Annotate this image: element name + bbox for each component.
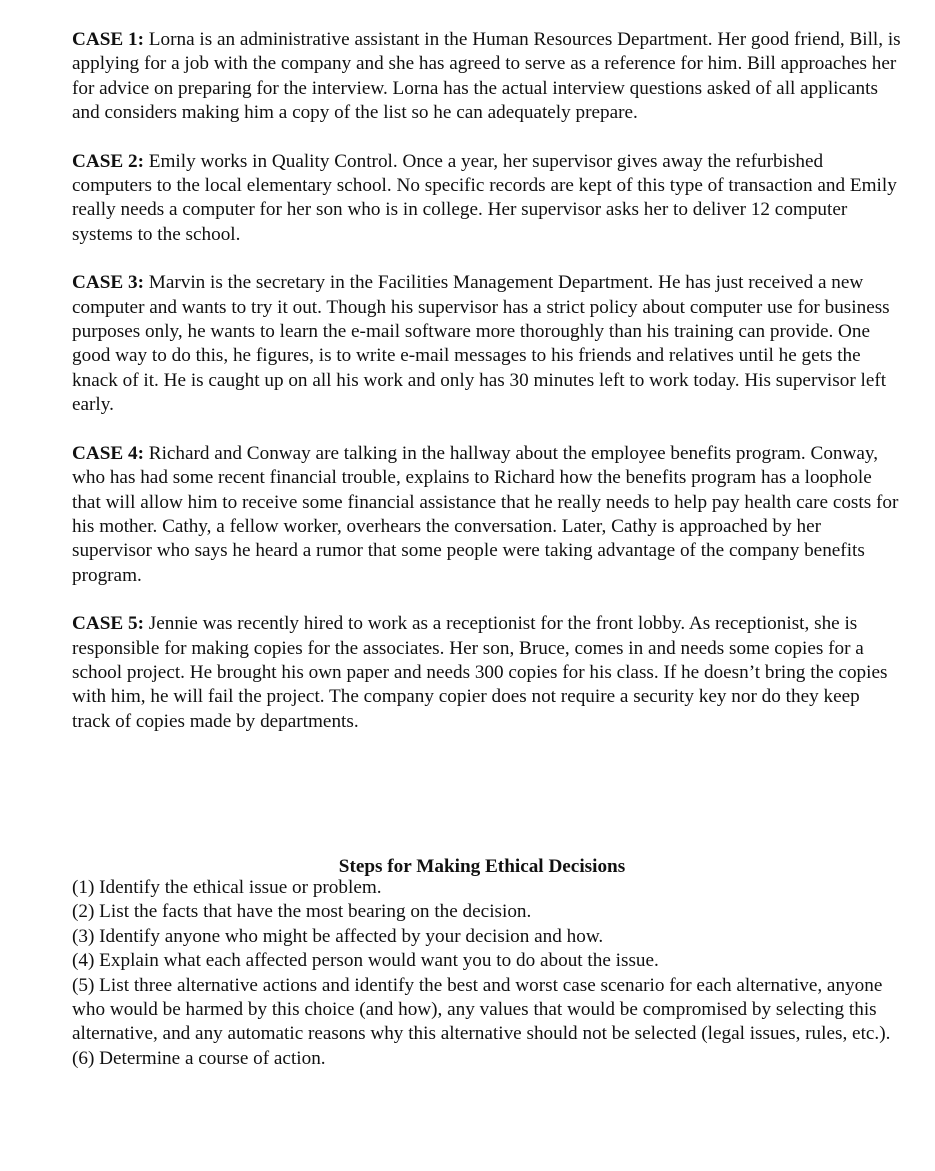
step-item-3: (3) Identify anyone who might be affected by your decision and how. <box>72 925 604 947</box>
case-2-text: Emily works in Quality Control. Once a year, her supervisor gives away the refurbished computers to the local elementary school. No specific records are kept of this type of transaction and Emily really needs a computer for her son who is in college. Her supervisor asks her to deliver 12 computer systems to the school. <box>72 150 897 245</box>
case-4-label: CASE 4: <box>72 442 144 464</box>
document-page <box>72 28 902 877</box>
case-4-paragraph <box>72 442 902 588</box>
steps-heading: Steps for Making Ethical Decisions <box>338 856 626 877</box>
steps-list <box>72 876 902 1071</box>
case-1-paragraph <box>72 28 902 126</box>
step-item-2: (2) List the facts that have the most bearing on the decision. <box>72 901 532 923</box>
case-3-label: CASE 3: <box>72 272 144 294</box>
case-4-text: Richard and Conway are talking in the hallway about the employee benefits program. Conway, who has had some recent financial trouble, explains to Richard how the benefits program has a loophole that will allow him to receive some financial assistance that he really needs to help pay health care costs for his mother. Cathy, a fellow worker, overhears the conversation. Later, Cathy is approached by her supervisor who says he heard a rumor that some people were taking advantage of the company benefits program. <box>72 442 899 586</box>
step-item-1: (1) Identify the ethical issue or problem. <box>72 877 382 898</box>
step-item-4: (4) Explain what each affected person would want you to do about the issue. <box>72 950 659 972</box>
step-item-5: (5) List three alternative actions and identify the best and worst case scenario for each alternative, anyone who would be harmed by this choice (and how), any values that would be compromised by selecting this alternative, and any automatic reasons why this alternative should not be selected (legal issues, rules, etc.). <box>72 974 891 1045</box>
case-5-text: Jennie was recently hired to work as a receptionist for the front lobby. As receptionist, she is responsible for making copies for the associates. Her son, Bruce, comes in and needs some copies for a school project. He brought his own paper and needs 300 copies for his class. If he doesn’t bring the copies with him, he will fail the project. The company copier does not require a security key nor do they keep track of copies made by departments. <box>72 613 888 732</box>
case-5-paragraph <box>72 612 902 734</box>
case-2-paragraph <box>72 150 902 248</box>
step-item-6: (6) Determine a course of action. <box>72 1047 326 1069</box>
case-2-label: CASE 2: <box>72 150 144 172</box>
case-3-text: Marvin is the secretary in the Facilities Management Department. He has just received a new computer and wants to try it out. Though his supervisor has a strict policy about computer use for business purposes only, he wants to learn the e-mail software more thoroughly than his training can provide. One good way to do this, he figures, is to write e-mail messages to his friends and relatives until he gets the knack of it. He is caught up on all his work and only has 30 minutes left to work today. His supervisor left early. <box>72 272 890 416</box>
case-5-label: CASE 5: <box>72 613 144 635</box>
case-3-paragraph <box>72 271 902 417</box>
case-1-text: Lorna is an administrative assistant in the Human Resources Department. Her good friend, Bill, is applying for a job with the company and she has agreed to serve as a reference for him. Bill approaches her for advice on preparing for the interview. Lorna has the actual interview questions asked of all applicants and considers making him a copy of the list so he can adequately prepare. <box>72 29 901 124</box>
case-1-label: CASE 1: <box>72 29 144 50</box>
